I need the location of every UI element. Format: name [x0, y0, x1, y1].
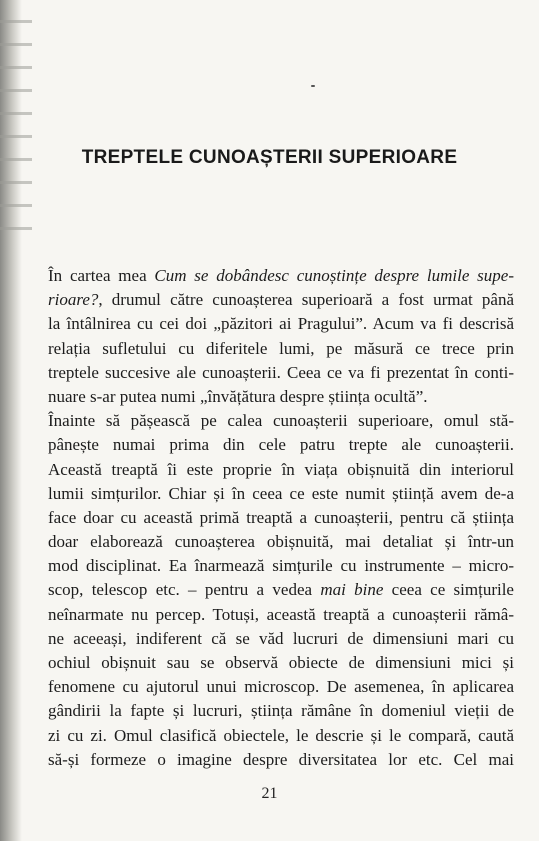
text-line: să-și formeze o imagine despre diversitatea lor etc. Cel mai — [48, 749, 514, 769]
paragraph-1 — [48, 264, 514, 409]
text-line: neînarmate nu percep. Totuși, această treaptă a cunoașterii rămâ- — [48, 604, 514, 624]
emphasis-italic: mai bine — [320, 580, 384, 600]
text-line: rioare?, drumul către cunoașterea superioară a fost urmat până — [48, 290, 514, 310]
paragraph-2 — [48, 409, 514, 772]
body-text — [48, 264, 514, 772]
text-line: scop, telescop etc. – pentru a vedea mai bine ceea ce simțurile — [48, 580, 514, 600]
text-line: treptele succesive ale cunoașterii. Ceea ce va fi prezentat în conti- — [48, 362, 514, 382]
facing-page-bleed — [0, 20, 32, 250]
text-line: ne aceeași, indiferent că se văd lucruri de dimensiuni mari cu — [48, 628, 514, 648]
text-line: mod disciplinat. Ea înarmează simțurile cu instrumente – micro- — [48, 556, 514, 576]
chapter-title: TREPTELE CUNOAȘTERII SUPERIOARE — [81, 147, 458, 168]
print-speck — [311, 85, 315, 87]
text-line: nuare s-ar putea numi „învățătura despre știința ocultă”. — [48, 386, 428, 406]
text-line: Această treaptă îi este proprie în viața obișnuită din interiorul — [48, 459, 514, 479]
text-line: ochiul obișnuit sau se observă obiecte de dimensiuni mici și — [48, 653, 514, 672]
text-line: Înainte să pășească pe calea cunoașterii superioare, omul stă- — [48, 411, 514, 431]
text-line: lumii simțurilor. Chiar și în ceea ce este numit știință avem de-a — [48, 483, 514, 503]
text-line: zi cu zi. Omul clasifică obiectele, le descrie și le compară, caută — [48, 725, 514, 745]
text-line: În cartea mea Cum se dobândesc cunoștințe despre lumile supe- — [48, 266, 514, 285]
text-line: pânește numai prima din cele patru trepte ale cunoașterii. — [48, 435, 514, 455]
text-line: fenomene cu ajutorul unui microscop. De asemenea, în aplicarea — [48, 677, 514, 697]
text-line: doar elaborează cunoașterea obișnuită, mai detaliat și într-un — [48, 532, 514, 552]
page-number: 21 — [261, 785, 278, 802]
book-title-italic: Cum se dobândesc cunoștințe despre lumile supe- — [154, 266, 514, 285]
text-line: la întâlnirea cu cei doi „păzitori ai Pragului”. Acum va fi descrisă — [48, 314, 514, 334]
text-line: face doar cu această primă treaptă a cunoașterii, pentru că știința — [48, 507, 514, 527]
text-line: relația sufletului cu diferitele lumi, pe măsură ce trece prin — [48, 338, 514, 358]
text-line: gândirii la fapte și lucruri, știința rămâne în domeniul vieții de — [48, 701, 514, 721]
book-title-italic: rioare? — [48, 290, 99, 310]
